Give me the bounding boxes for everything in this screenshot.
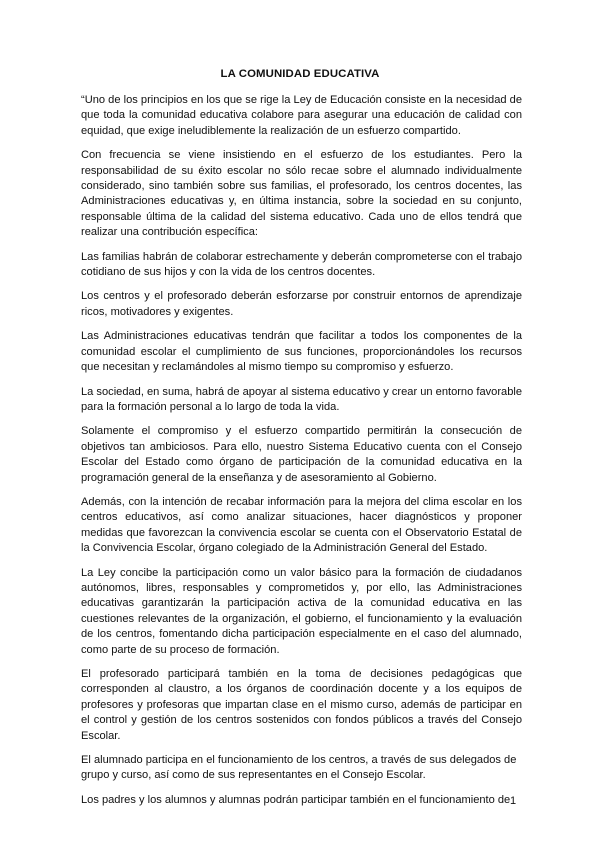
paragraph-families: Las familias habrán de colaborar estrechamente y deberán comprometerse con el trabajo cotidiano de sus hijos y con la vida de los centros docentes.: [81, 250, 522, 279]
paragraph-administrations: Las Administraciones educativas tendrán que facilitar a todos los componentes de la comunidad escolar el cumplimiento de sus funciones, proporcionándoles los recursos que necesitan y reclamándoles al mismo tiempo su compromiso y esfuerzo.: [81, 330, 522, 374]
paragraph-school-council: Solamente el compromiso y el esfuerzo compartido permitirán la consecución de objetivos tan ambiciosos. Para ello, nuestro Sistema Educativo cuenta con el Consejo Escolar del Estado como órgano de participación de la comunidad educativa en la programación general de la enseñanza y de asesoramiento al Gobierno.: [81, 425, 522, 484]
paragraph-participation: La Ley concibe la participación como un valor básico para la formación de ciudadanos autónomos, libres, responsables y comprometidos y, por ello, las Administraciones educativas garantizarán la participación activa de la comunidad educativa en las cuestiones relevantes de la organización, el gobierno, el funcionamiento y la evaluación de los centros, fomentando dicha participación especialmente en el caso del alumnado, como parte de su proceso de formación.: [81, 566, 522, 656]
paragraph-parents: Los padres y los alumnos y alumnas podrán participar también en el funcionamiento de: [81, 793, 511, 806]
paragraph-intro: “Uno de los principios en los que se rige la Ley de Educación consiste en la necesidad de que toda la comunidad educativa colabore para asegurar una educación de calidad con equidad, que exige ineludiblemente la realización de un esfuerzo compartido.: [81, 94, 522, 137]
paragraph-teachers: El profesorado participará también en la toma de decisiones pedagógicas que corresponden al claustro, a los órganos de coordinación docente y a los equipos de profesores y profesoras que impartan clase en el mismo curso, además de participar en el control y gestión de los centros sostenidos con fondos públicos a través del Consejo Escolar.: [81, 668, 522, 742]
paragraph-observatory: Además, con la intención de recabar información para la mejora del clima escolar en los centros educativos, así como analizar situaciones, hacer diagnósticos y proponer medidas que favorezcan la convivencia escolar se cuenta con el Observatorio Estatal de la Convivencia Escolar, órgano colegiado de la Administración General del Estado.: [81, 495, 522, 555]
paragraph-society: La sociedad, en suma, habrá de apoyar al sistema educativo y crear un entorno favorable para la formación personal a lo largo de toda la vida.: [81, 385, 522, 413]
paragraph-students: El alumnado participa en el funcionamiento de los centros, a través de sus delegados de grupo y curso, así como de sus representantes en el Consejo Escolar.: [81, 754, 517, 782]
page-title: LA COMUNIDAD EDUCATIVA: [220, 68, 380, 80]
paragraph-centers: Los centros y el profesorado deberán esforzarse por construir entornos de aprendizaje ricos, motivadores y exigentes.: [81, 290, 522, 318]
page-number: 1: [510, 795, 517, 807]
document-body: [81, 93, 522, 817]
paragraph-shared-effort: Con frecuencia se viene insistiendo en el esfuerzo de los estudiantes. Pero la responsabilidad de su éxito escolar no sólo recae sobre el alumnado individualmente considerado, sino también sobre sus familias, el profesorado, los centros docentes, las Administraciones educativas y, en última instancia, sobre la sociedad en su conjunto, responsable última de la calidad del sistema educativo. Cada uno de ellos tendrá que realizar una contribución específica:: [81, 149, 522, 239]
